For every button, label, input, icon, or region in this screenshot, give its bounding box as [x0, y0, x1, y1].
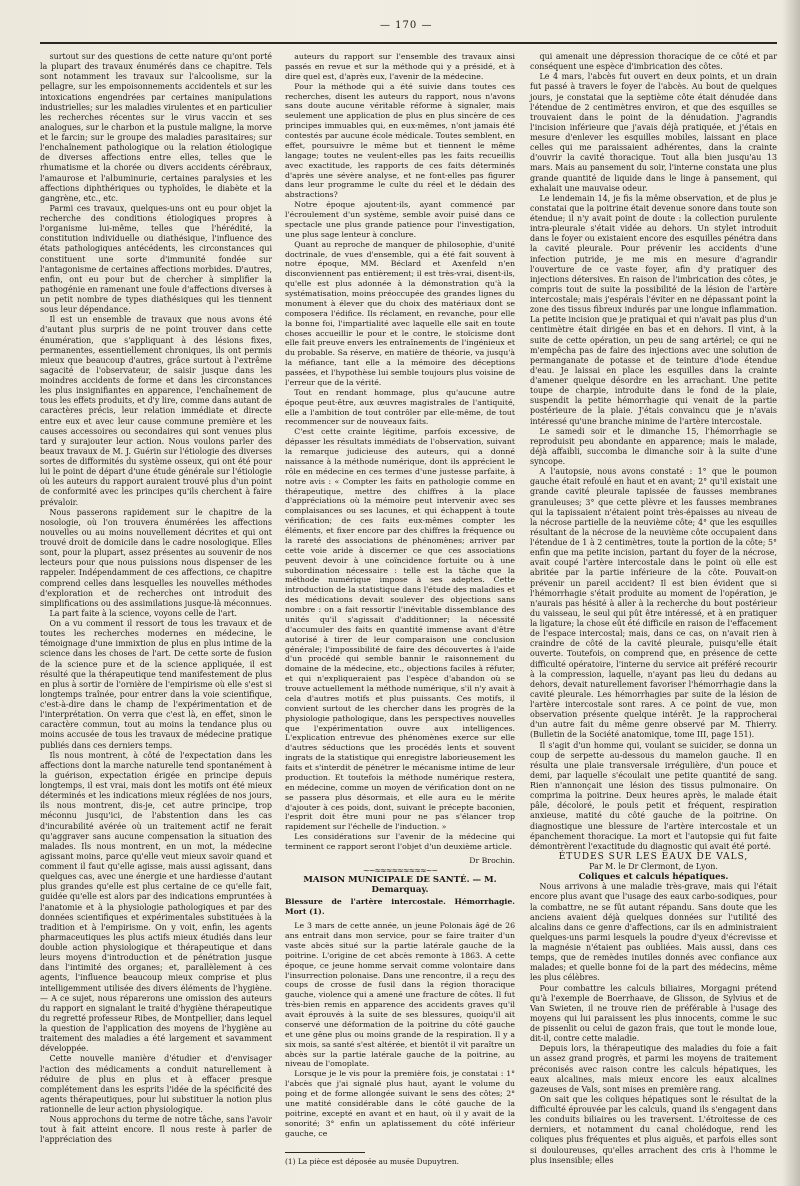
paragraph: Cette nouvelle manière d'étudier et d'envisager l'action des médicaments a conduit naturellement à réduire de plus en plus et à effacer presque complétement dans les esprits l'idée de la spécificité des agents thérapeutiques, pour lui substituer la notion plus rationnelle de leur action physiologique.: [40, 1054, 272, 1114]
paragraph: Quant au reproche de manquer de philosophie, d'unité doctrinale, de vues d'ensemble, qui a été fait souvent à notre époque, MM. Béclard et Axenfeld n'en disconviennent pas entièrement; il est très-vrai, disent-ils, qu'elle est plus adonnée à la démonstration qu'à la systématisation, moins préoccupée des grandes lignes du monument à élever que du choix des matériaux dont se composera l'édifice. Ils réclament, en revanche, pour elle la bonne foi, l'impartialité avec laquelle elle sait en toute choses accueillir le pour et le contre, le stoïcisme dont elle fait preuve envers les entraînements de l'ingénieux et du probable. Sa réserve, en matière de théorie, va jusqu'à la méfiance, tant elle a la mémoire des déceptions passées, et l'hypothèse lui semble toujours plus voisine de l'erreur que de la vérité.: [285, 239, 515, 387]
paragraph: Notre époque ajoutent-ils, ayant commencé par l'écroulement d'un système, semble avoir puisé dans ce spectacle une plus grande patience pour l'investigation, une plus sage lenteur à conclure.: [285, 200, 515, 239]
paragraph: Pour combattre les calculs biliaires, Morgagni prétend qu'à l'exemple de Boerrhaave, de Glisson, de Sylvius et de Van Swieten, il ne trouve rien de préférable à l'usage des moyens qui lui paraissent les plus innocents, comme le suc de pissenlit ou celui de gazon frais, que tout le monde loue, dit-il, contre cette maladie.: [530, 983, 777, 1044]
article-author: Par M. le Dr Clermont, de Lyon.: [589, 862, 718, 871]
case-title: Blessure de l'artère intercostale. Hémorrhagie. Mort (1).: [285, 897, 515, 917]
article-subtitle: Coliques et calculs hépatiques.: [578, 872, 729, 883]
paragraph: Il s'agit d'un homme qui, voulant se suicider, se donna un coup de serpette au-dessous du mamelon gauche. Il en résulta une plaie transversale irrégulière, d'un pouce et demi, par laquelle s'écoulait une petite quantité de sang. Rien n'annonçait une lésion des tissus pulmonaire. On comprima la poitrine. Deux heures après, le malade était pâle, décoloré, le pouls petit et fréquent, respiration anxieuse, matité du côté gauche de la poitrine. On diagnostique une blessure de l'artère intercostale et un épanchement thoracique. La mort et l'autopsie qui fut faite démontrèrent l'exactitude du diagnostic qui avait été porté.: [530, 740, 777, 851]
paragraph: Les considérations sur l'avenir de la médecine qui terminent ce rapport seront l'objet d'un deuxième article.: [285, 832, 515, 851]
page-header: [0, 20, 800, 36]
paragraph: Le 3 mars de cette année, un jeune Polonais âgé de 26 ans entrait dans mon service, pour se faire traiter d'un vaste abcès situé sur la partie latérale gauche de la poitrine. L'origine de cet abcès remonte à 1863. A cette époque, ce jeune homme servait comme volontaire dans l'insurrection polonaise. Dans une rencontre, il a reçu des coups de crosse de fusil dans la région thoracique gauche, violence qui a amené une fracture de côtes. Il fut très-bien remis en apparence des accidents graves qu'il avait éprouvés à la suite de ses blessures, quoiqu'il ait conservé une déformation de la poitrine du côté gauche et une gêne plus ou moins grande de la respiration. Il y a six mois, sa santé s'est altérée, et bientôt il vit paraître un abcès sur la partie latérale gauche de la poitrine, au niveau de l'omoplate.: [285, 921, 515, 1069]
paragraph: Nous approchons du terme de notre tâche, sans l'avoir tout à fait atteint encore. Il nous reste à parler de l'appréciation des: [40, 1115, 272, 1145]
paragraph: Lorsque je le vis pour la première fois, je constatai : 1° l'abcès que j'ai signalé plus haut, ayant le volume du poing et de forme allongée suivant le sens des côtes; 2° une matité considérable dans le côté gauche de la poitrine, excepté en avant et en haut, où il y avait de la sonorité; 3° enfin un aplatissement du côté inférieur gauche, ce: [285, 1069, 515, 1138]
article-title: ÉTUDES SUR LES EAUX DE VALS,: [558, 851, 749, 862]
footnote-rule: [285, 1152, 365, 1153]
paragraph: Depuis lors, la thérapeutique des maladies du foie a fait un assez grand progrès, et parmi les moyens de traitement préconisés avec raison contre les calculs hépatiques, les eaux alcalines, mais mieux encore les eaux alcalines gazeuses de Vals, sont mises en première rang.: [530, 1044, 777, 1094]
paragraph: Tout en rendant hommage, plus qu'aucune autre époque peut-être, aux œuvres magistrales de l'antiquité, elle a l'ambition de tout contrôler par elle-même, de tout recommencer sur de nouveaux faits.: [285, 387, 515, 427]
paragraph: auteurs du rapport sur l'ensemble des travaux ainsi passés en revue et sur la méthode qui y a présidé, et à dire quel est, d'après eux, l'avenir de la médecine.: [285, 52, 515, 81]
paragraph: Parmi ces travaux, quelques-uns ont eu pour objet la recherche des conditions étiologiques propres à l'organisme lui-même, telles que l'hérédité, la constitution individuelle ou diathésique, l'influence des états pathologiques antécédents, les circonstances qui constituent une sorte d'immunité fondée sur l'antagonisme de certaines affections morbides. D'autres, enfin, ont eu pour but de chercher à simplifier la pathogénie en ramenant une foule d'affections diverses à un petit nombre de types diathésiques qui les tiennent sous leur dépendance.: [40, 203, 272, 315]
column-3: [530, 52, 777, 1166]
paragraph: surtout sur des questions de cette nature qu'ont porté la plupart des travaux énumérés dans ce chapitre. Tels sont notamment les travaux sur l'alcoolisme, sur la pellagre, sur les empoisonnements accidentels et sur les intoxications engendrées par certaines manipulations industrielles; sur les maladies virulentes et en particulier les recherches récentes sur le virus vaccin et ses analogues, sur le charbon et la pustule maligne, la morve et le farcin; sur le groupe des maladies parasitaires; sur l'enchaînement pathologique ou la relation étiologique de diverses affections entre elles, telles que le rhumatisme et la chorée ou divers accidents cérébraux, l'amaurose et l'albuminurie, certaines paralysies et les affections diphthériques ou typhoïdes, le diabète et la gangrène, etc., etc.: [40, 52, 272, 203]
paragraph: Le 4 mars, l'abcès fut ouvert en deux points, et un drain fut passé à travers le foyer de l'abcès. Au bout de quelques jours, je constatai que la septième côte était dénudée dans l'étendue de 2 centimètres environ, et que des esquilles se trouvaient dans le point de la dénudation. J'agrandis l'incision inférieure que j'avais déjà pratiquée, et j'étais en mesure d'enlever les esquilles mobiles, laissant en place celles qui me paraissaient adhérentes, dans la crainte d'ouvrir la cavité thoracique. Tout alla bien jusqu'au 13 mars. Mais au pansement du soir, l'interne constata une plus grande quantité de liquide dans le linge à pansement, qui exhalait une mauvaise odeur.: [530, 72, 777, 193]
paragraph: On sait que les coliques hépatiques sont le résultat de la difficulté éprouvée par les calculs, quand ils s'engagent dans les conduits biliaires ou les traversent. L'étroitesse de ces derniers, et notamment du canal cholédoque, rend les coliques plus fréquentes et plus aiguës, et parfois elles sont si douloureuses, qu'elles arrachent des cris à l'homme le plus insensible; elles: [530, 1094, 777, 1165]
paragraph: qui amenait une dépression thoracique de ce côté et par conséquent une espèce d'imbrication des côtes.: [530, 52, 777, 72]
paragraph: C'est cette crainte légitime, parfois excessive, de dépasser les résultats immédiats de l'observation, suivant la remarque judicieuse des auteurs, qui a donné naissance à la méthode numérique, dont ils apprécient le rôle en médecine en ces termes d'une justesse parfaite, à notre avis : « Compter les faits en pathologie comme en thérapeutique, mettre des chiffres à la place d'appréciations où la mémoire peut intervenir avec ses complaisances ou ses lacunes, et qui échappent à toute vérification; de ces faits eux-mêmes compter les éléments, et fixer encore par des chiffres la fréquence ou la rareté des associations de phénomènes; arriver par cette voie aride à discerner ce que ces associations peuvent devoir à une coïncidence fortuite ou à une subordination nécessaire : telle est la tâche que la méthode numérique impose à ses adeptes. Cette introduction de la statistique dans l'étude des maladies et des médications devait soulever des objections sans nombre : on a fait ressortir l'inévitable dissemblance des unités qu'il s'agissait d'additionner; la nécessité d'accumuler des faits en quantité immense avant d'être autorisé à tirer de leur comparaison une conclusion générale; l'impossibilité de faire des découvertes à l'aide d'un procédé qui semble bannir le raisonnement du domaine de la médecine, etc., objections faciles à réfuter, et qui n'expliqueraient pas l'espèce d'abandon où se trouve actuellement la méthode numérique, s'il n'y avait à cela d'autres motifs et plus puissants. Ces motifs, il convient surtout de les chercher dans les progrès de la physiologie pathologique, dans les perspectives nouvelles que l'expérimentation ouvre aux intelligences. L'explication entrevue des phénomènes exerce sur elle d'autres séductions que les procédés lents et souvent ingrats de la statistique qui enregistre laborieusement les faits et s'interdit de pénétrer le mécanisme intime de leur production. Et toutefois la méthode numérique restera, en médecine, comme un moyen de vérification dont on ne se passera plus désormais, et elle aura eu le mérite d'ajouter à ces poids, dont, suivant le précepte baconien, l'esprit doit être muni pour ne pas s'élancer trop rapidement sur l'échelle de l'induction. »: [285, 427, 515, 832]
page-number: — 170 —: [380, 20, 433, 31]
paragraph: Le lendemain 14, je fis la même observation, et de plus je constatai que la poitrine était devenue sonore dans toute son étendue; il n'y avait point de doute : la collection purulente intra-pleurale s'était vidée au dehors. Un stylet introduit dans le foyer ou existaient encore des esquilles pénétra dans la cavité pleurale. Pour prévenir les accidents d'une infection putride, je me mis en mesure d'agrandir l'ouverture de ce vaste foyer, afin d'y pratiquer des injections détersives. En raison de l'imbrication des côtes, je compris tout de suite la possibilité de la lésion de l'artère intercostale; mais j'espérais l'éviter en ne dépassant point la zone des tissus fibreux indurés par une longue inflammation. La petite incision que je pratiquai et qui n'avait pas plus d'un centimètre était dirigée en bas et en dehors. Il vint, à la suite de cette opération, un peu de sang artériel; ce qui ne m'empêcha pas de faire des injections avec une solution de permanganate de potasse et de teinture d'iode étendue d'eau. Je laissai en place les esquilles dans la crainte d'amener quelque désordre en les arrachant. Une petite toupe de charpie, introduite dans le fond de la plaie, suspendit la petite hémorrhagie qui venait de la partie postérieure de la plaie. J'étais convaincu que je n'avais intéressé qu'une branche minime de l'artère intercostale.: [530, 193, 777, 426]
header-rule: [40, 42, 777, 44]
paragraph: La part faite à la science, voyons celle de l'art.: [49, 608, 238, 618]
column-2: [285, 52, 515, 1167]
paragraph: Nous arrivons à une maladie très-grave, mais qui l'était encore plus avant que l'usage des eaux carbo-sodiques, pour la combattre, ne se fût autant répandu. Sans doute que les anciens avaient déjà quelques données sur l'utilité des alcalins dans ce genre d'affections, car ils en administraient quelques-uns parmi lesquels la poudre d'yeux d'écrevisse et la magnésie n'étaient pas oubliées. Mais aussi, dans ces temps, que de remèdes inutiles donnés avec confiance aux malades; et quelle bonne foi de la part des médecins, même les plus célèbres.: [530, 882, 777, 983]
paragraph: Ils nous montrent, à côté de l'expectation dans les affections dont la marche naturelle tend spontanément à la guérison, expectation érigée en principe depuis longtemps, il est vrai, mais dont les motifs ont été mieux déterminés et les indications mieux réglées de nos jours, ils nous montrent, dis-je, cet autre principe, trop méconnu jusqu'ici, de l'abstention dans les cas d'incurabilité avérée où un traitement actif ne ferait qu'aggraver sans aucune compensation la situation des malades. Ils nous montrent, en un mot, la médecine agissant moins, parce qu'elle veut mieux savoir quand et comment il faut qu'elle agisse, mais aussi agissant, dans quelques cas, avec une énergie et une hardiesse d'autant plus grandes qu'elle est plus certaine de ce qu'elle fait, guidée qu'elle est alors par des indications empruntées à l'anatomie et à la physiologie pathologiques et par des données scientifiques et expérimentales substituées à la tradition et à l'empirisme. On y voit, enfin, les agents pharmaceutiques les plus actifs mieux étudiés dans leur double action physiologique et thérapeutique et dans leurs moyens d'introduction et de pénétration jusque dans l'intimité des organes; et, parallèlement à ces agents, l'influence beaucoup mieux comprise et plus intelligemment utilisée des divers éléments de l'hygiène. — A ce sujet, nous réparerons une omission des auteurs du rapport en signalant le traité d'hygiène thérapeutique du regretté professeur Ribes, de Montpellier, dans lequel la question de l'application des moyens de l'hygiène au traitement des maladies a été largement et savamment développée.: [40, 750, 272, 1054]
section-title: MAISON MUNICIPALE DE SANTÉ. — M. Demarquay.: [303, 874, 497, 895]
paragraph: Le samedi soir et le dimanche 15, l'hémorrhagie se reproduisit peu abondante en apparence; mais le malade, déjà affaibli, succomba le dimanche soir à la suite d'une syncope.: [530, 426, 777, 466]
paragraph: Nous passerons rapidement sur le chapitre de la nosologie, où l'on trouvera énumérées les affections nouvelles ou au moins nouvellement décrites et qui ont trouvé droit de domicile dans le cadre nosologique. Elles sont, pour la plupart, assez présentes au souvenir de nos lecteurs pour que nous puissions nous dispenser de les rappeler. Indépendamment de ces affections, ce chapitre comprend celles dans lesquelles les nouvelles méthodes d'exploration et de recherches ont introduit des simplifications ou des assimilations jusque-là méconnues.: [40, 507, 272, 608]
paragraph: Il est un ensemble de travaux que nous avons été d'autant plus surpris de ne point trouver dans cette énumération, que s'appliquant à des lésions fixes, permanentes, essentiellement chroniques, ils ont permis mieux que beaucoup d'autres, grâce surtout à l'extrême sagacité de l'observateur, de saisir jusque dans les moindres accidents de forme et dans les circonstances les plus insignifiantes en apparence, l'enchaînement de tous les effets produits, et d'y lire, comme dans autant de caractères précis, leur relation immédiate et directe entre eux et avec leur cause commune première et les causes accessoires ou secondaires qui sont venues plus tard y surajouter leur action. Nous voulons parler des beaux travaux de M. J. Guérin sur l'étiologie des diverses sortes de difformités du système osseux, qui ont été pour lui le point de départ d'une étude générale sur l'étiologie où les auteurs du rapport auraient trouvé plus d'un point de conformité avec les principes qu'ils cherchent à faire prévaloir.: [40, 315, 272, 507]
author-signature: Dr Brochin.: [469, 855, 515, 865]
section-separator: ~~≈≈≈≈≈≈≈≈≈~~: [362, 865, 438, 875]
paragraph: Pour la méthode qui a été suivie dans toutes ces recherches, disent les auteurs du rapport, nous n'avons sans doute aucune véritable réforme à signaler, mais seulement une application de plus en plus sincère de ces principes immuables qui, en eux-mêmes, n'ont jamais été contestés par aucune école médicale. Toutes semblent, en effet, poursuivre le même but et tiennent le même langage; toutes ne veulent-elles pas les faits recueillis avec exactitude, les rapports de ces faits déterminés d'après une sévère analyse, et ne font-elles pas figurer dans leur programme le culte du réel et le dédain des abstractions?: [285, 81, 515, 200]
column-1: [40, 52, 272, 1146]
binding-edge: [782, 0, 800, 1186]
paragraph: A l'autopsie, nous avons constaté : 1° que le poumon gauche était refoulé en haut et en avant; 2° qu'il existait une grande cavité pleurale tapissée de fausses membranes granuleuses; 3° que cette plèvre et les fausses membranes qui la tapissaient n'étaient point très-épaisses au niveau de la nécrose partielle de la neuvième côte; 4° que les esquilles résultant de la nécrose de la neuvième côte occupaient dans l'étendue de 1 à 2 centimètres, toute la portion de la côte; 5° enfin que ma petite incision, partant du foyer de la nécrose, avait coupé l'artère intercostale dans le point où elle est abritée par la partie inférieure de la côte. Pouvait-on prévenir un pareil accident? Il est bien évident que si l'hémorrhagie s'était produite au moment de l'opération, je n'aurais pas hésité à aller à la recherche du bout postérieur du vaisseau, le seul qui pût être intéressé, et à en pratiquer la ligature; la chose eût été difficile en raison de l'effacement de l'espace intercostal; mais, dans ce cas, on n'avait rien à craindre de côté de la cavité pleurale, puisqu'elle était ouverte. Toutefois, on comprend que, en présence de cette difficulté opératoire, l'interne du service ait préféré recourir à la compression, laquelle, n'ayant pas lieu du dedans au dehors, devait naturellement favoriser l'hémorrhagie dans la cavité pleurale. Les hémorrhagies par suite de la lésion de l'artère intercostale sont rares. A ce point de vue, mon observation présente quelque intérêt. Je la rapprocherai d'un autre fait du même genre observé par M. Thierry. (Bulletin de la Société anatomique, tome III, page 151).: [530, 467, 777, 740]
footnote: (1) La pièce est déposée au musée Dupuytren.: [285, 1157, 459, 1167]
paragraph: On a vu comment il ressort de tous les travaux et de toutes les recherches modernes en médecine, le témoignage d'une immixtion de plus en plus intime de la science dans les choses de l'art. De cette sorte de fusion de la science pure et de la science appliquée, il est résulté que la thérapeutique tend manifestement de plus en plus à sortir de l'ornière de l'empirisme où elle s'est si longtemps traînée, pour entrer dans la voie scientifique, c'est-à-dire dans le champ de l'expérimentation et de l'interprétation. On verra que c'est là, en effet, sinon le caractère commun, tout au moins la tendance plus ou moins accusée de tous les travaux de médecine pratique publiés dans ces derniers temps.: [40, 619, 272, 750]
